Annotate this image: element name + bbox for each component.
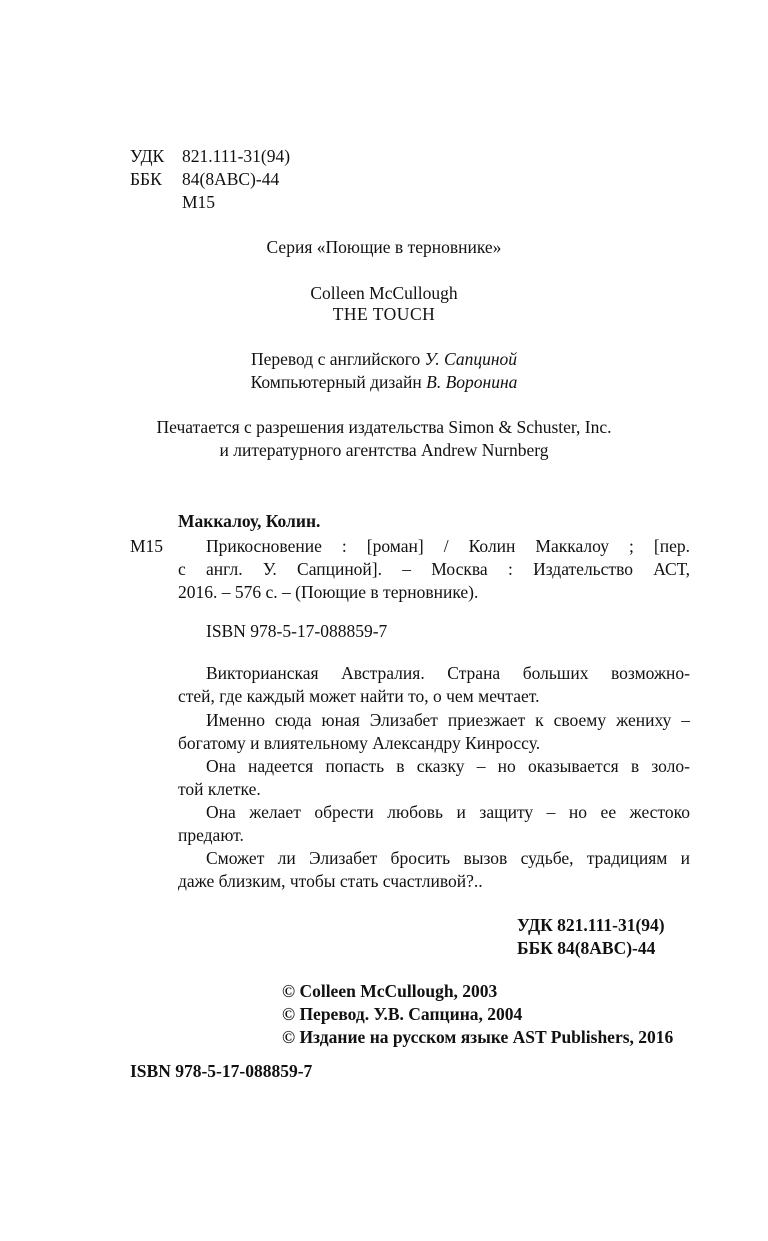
annotation-line-8: предают. (178, 825, 244, 845)
catalog-line-3: 2016. – 576 с. – (Поющие в терновнике). (178, 582, 479, 602)
translator-name: У. Сапциной (424, 349, 518, 369)
catalog-sign: М15 (130, 536, 164, 556)
catalog-line-2: с англ. У. Сапциной]. – Москва : Издательство АСТ, (178, 559, 690, 579)
catalog-isbn: ISBN 978-5-17-088859-7 (206, 621, 388, 641)
index-udk: УДК 821.111-31(94) (517, 915, 665, 935)
annotation-line-1: Викторианская Австралия. Страна больших возможно- (206, 663, 690, 683)
translation-credit (0, 348, 768, 370)
bbk-value: 84(8АВС)-44 (182, 169, 280, 189)
copyright-line-3: © Издание на русском языке AST Publishers, 2016 (282, 1027, 674, 1047)
catalog-line-1: Прикосновение : [роман] / Колин Маккалоу ; [пер. (206, 536, 690, 556)
catalog-heading: Маккалоу, Колин. (178, 511, 321, 531)
original-title: THE TOUCH (332, 304, 436, 324)
annotation-line-6: той клетке. (178, 779, 261, 799)
design-credit (0, 371, 768, 393)
series-line: Серия «Поющие в терновнике» (266, 237, 502, 257)
copyright-line-2: © Перевод. У.В. Сапцина, 2004 (282, 1004, 523, 1024)
annotation-line-7: Она желает обрести любовь и защиту – но ее жестоко (206, 802, 690, 822)
index-bbk: ББК 84(8АВС)-44 (517, 938, 656, 958)
author-sign: М15 (182, 192, 216, 212)
annotation-line-5: Она надеется попасть в сказку – но оказывается в золо- (206, 756, 690, 776)
annotation-line-9: Сможет ли Элизабет бросить вызов судьбе, традициям и (206, 848, 690, 868)
annotation-line-3: Именно сюда юная Элизабет приезжает к своему жениху – (206, 710, 690, 730)
annotation-line-2: стей, где каждый может найти то, о чем мечтает. (178, 686, 540, 706)
permission-line-2: и литературного агентства Andrew Nurnberg (219, 440, 549, 460)
isbn-footer: ISBN 978-5-17-088859-7 (130, 1061, 313, 1081)
original-author: Colleen McCullough (310, 283, 458, 303)
bbk-label: ББК (130, 169, 162, 189)
translation-text: Перевод с английского (250, 349, 425, 369)
annotation-line-4: богатому и влиятельному Александру Кинроссу. (178, 733, 541, 753)
udk-value: 821.111-31(94) (182, 146, 291, 166)
design-text: Компьютерный дизайн (250, 372, 427, 392)
copyright-line-1: © Colleen McCullough, 2003 (282, 981, 498, 1001)
permission-line-1: Печатается с разрешения издательства Simon & Schuster, Inc. (156, 417, 612, 437)
udk-label: УДК (130, 146, 165, 166)
annotation-line-10: даже близким, чтобы стать счастливой?.. (178, 871, 483, 891)
designer-name: В. Воронина (426, 372, 518, 392)
